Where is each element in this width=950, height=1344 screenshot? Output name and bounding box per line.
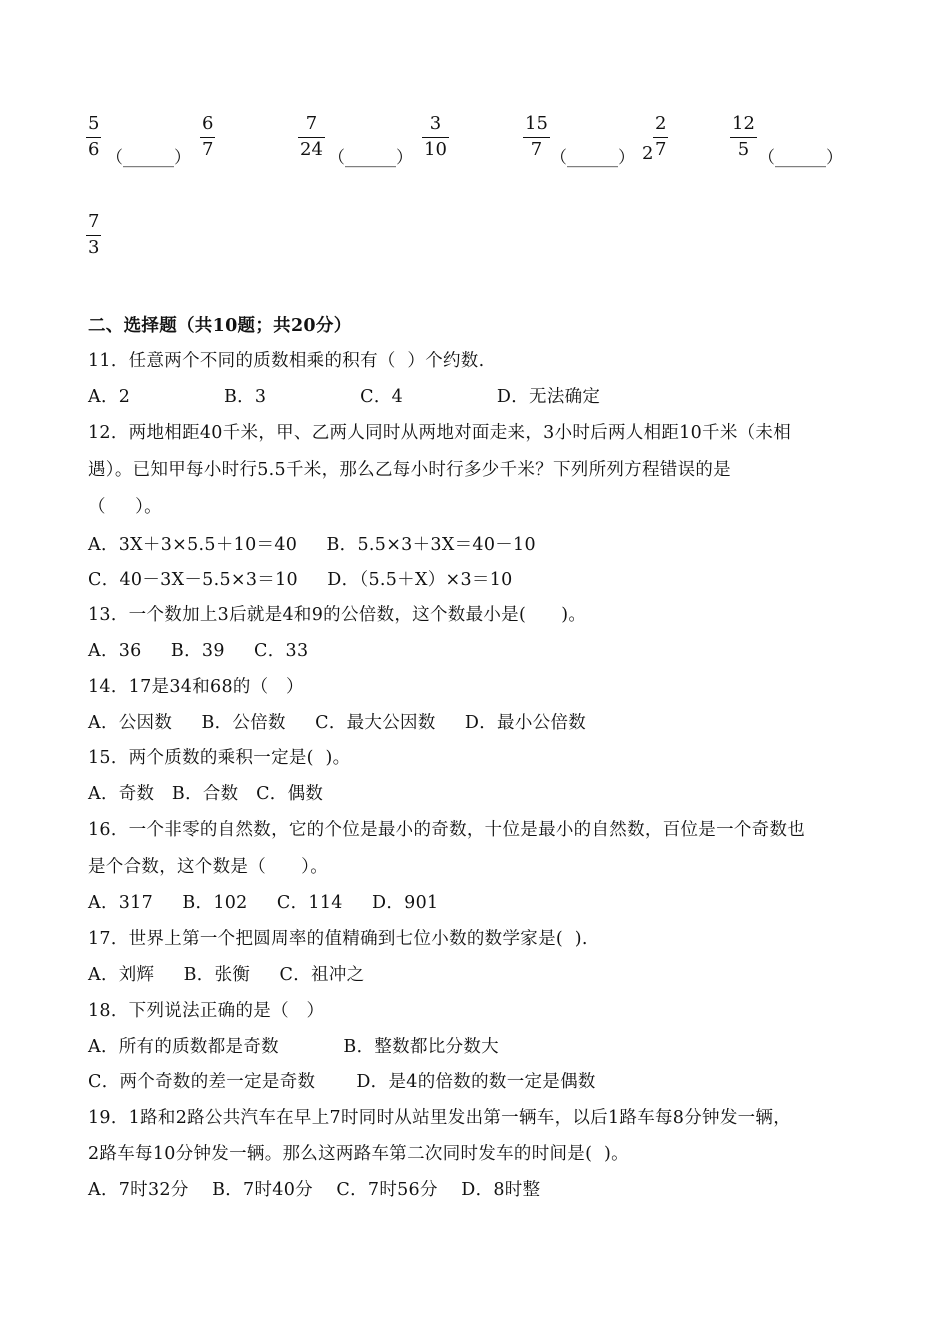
compare-blank-2[interactable]: （______） (328, 148, 413, 168)
numerator: 6 (202, 113, 214, 134)
fraction-bar (298, 137, 325, 138)
fraction-bar (86, 235, 101, 236)
fraction-bar (200, 137, 215, 138)
fraction-6-7 (200, 114, 215, 160)
question-14: 14．17是34和68的（ ） (88, 677, 304, 697)
options-18-cd[interactable]: C．两个奇数的差一定是奇数 D．是4的倍数的数一定是偶数 (88, 1072, 596, 1092)
question-13: 13．一个数加上3后就是4和9的公倍数，这个数最小是( )。 (88, 605, 587, 625)
denominator: 7 (655, 139, 667, 160)
fraction-2-7 (653, 114, 668, 160)
question-16-line-1: 16．一个非零的自然数，它的个位是最小的奇数，十位是最小的自然数，百位是一个奇数也 (88, 820, 806, 840)
question-12-line-1: 12．两地相距40千米，甲、乙两人同时从两地对面走来，3小时后两人相距10千米（未相 (88, 423, 792, 443)
fraction-7-24 (298, 114, 325, 160)
numerator: 7 (88, 211, 100, 232)
question-12-line-3: （ ）。 (88, 497, 162, 517)
fraction-bar (523, 137, 550, 138)
fraction-bar (653, 137, 668, 138)
numerator: 2 (655, 113, 667, 134)
denominator: 6 (88, 139, 100, 160)
question-17: 17．世界上第一个把圆周率的值精确到七位小数的数学家是( ). (88, 929, 588, 949)
options-15[interactable]: A．奇数 B．合数 C．偶数 (88, 784, 324, 804)
options-17[interactable]: A．刘辉 B．张衡 C．祖冲之 (88, 965, 365, 985)
options-11[interactable]: A．2 B．3 C．4 D．无法确定 (88, 387, 601, 407)
options-18-ab[interactable]: A．所有的质数都是奇数 B．整数都比分数大 (88, 1037, 499, 1057)
denominator: 3 (88, 237, 100, 258)
options-14[interactable]: A．公因数 B．公倍数 C．最大公因数 D．最小公倍数 (88, 713, 587, 733)
fraction-bar (422, 137, 449, 138)
fraction-12-5 (730, 114, 757, 160)
question-18: 18．下列说法正确的是（ ） (88, 1001, 325, 1021)
options-12-cd[interactable]: C．40－3X－5.5×3＝10 D．（5.5＋X）×3＝10 (88, 570, 513, 590)
denominator: 10 (424, 139, 447, 160)
numerator: 12 (732, 113, 755, 134)
denominator: 7 (202, 139, 214, 160)
question-15: 15．两个质数的乘积一定是( )。 (88, 748, 351, 768)
denominator: 5 (737, 139, 750, 160)
question-19-line-2: 2路车每10分钟发一辆。那么这两路车第二次同时发车的时间是( )。 (88, 1144, 629, 1164)
fraction-bar (730, 137, 757, 138)
compare-blank-4[interactable]: （______） (758, 148, 843, 168)
numerator: 5 (88, 113, 100, 134)
options-13[interactable]: A．36 B．39 C．33 (88, 641, 309, 661)
fraction-5-6 (86, 114, 101, 160)
question-12-line-2: 遇）。已知甲每小时行5.5千米，那么乙每小时行多少千米？下列所列方程错误的是 (88, 460, 731, 480)
denominator: 24 (300, 139, 323, 160)
denominator: 7 (530, 139, 543, 160)
question-11: 11．任意两个不同的质数相乘的积有（ ）个约数. (88, 351, 485, 371)
options-12-ab[interactable]: A．3X＋3×5.5＋10＝40 B．5.5×3＋3X＝40－10 (88, 535, 536, 555)
fraction-3-10 (422, 114, 449, 160)
fraction-bar (86, 137, 101, 138)
compare-blank-1[interactable]: （______） (106, 148, 191, 168)
compare-blank-3[interactable]: （______） (550, 148, 635, 168)
fraction-7-3 (86, 212, 101, 258)
mixed-number-whole: 2 (642, 143, 654, 164)
question-16-line-2: 是个合数，这个数是（ ）。 (88, 857, 329, 877)
numerator: 3 (429, 113, 442, 134)
numerator: 15 (525, 113, 548, 134)
options-16[interactable]: A．317 B．102 C．114 D．901 (88, 893, 439, 913)
options-19[interactable]: A．7时32分 B．7时40分 C．7时56分 D．8时整 (88, 1180, 541, 1200)
fraction-15-7 (523, 114, 550, 160)
section-title: 二、选择题（共10题；共20分） (88, 316, 352, 336)
question-19-line-1: 19．1路和2路公共汽车在早上7时同时从站里发出第一辆车，以后1路车每8分钟发一辆， (88, 1108, 792, 1128)
numerator: 7 (305, 113, 318, 134)
